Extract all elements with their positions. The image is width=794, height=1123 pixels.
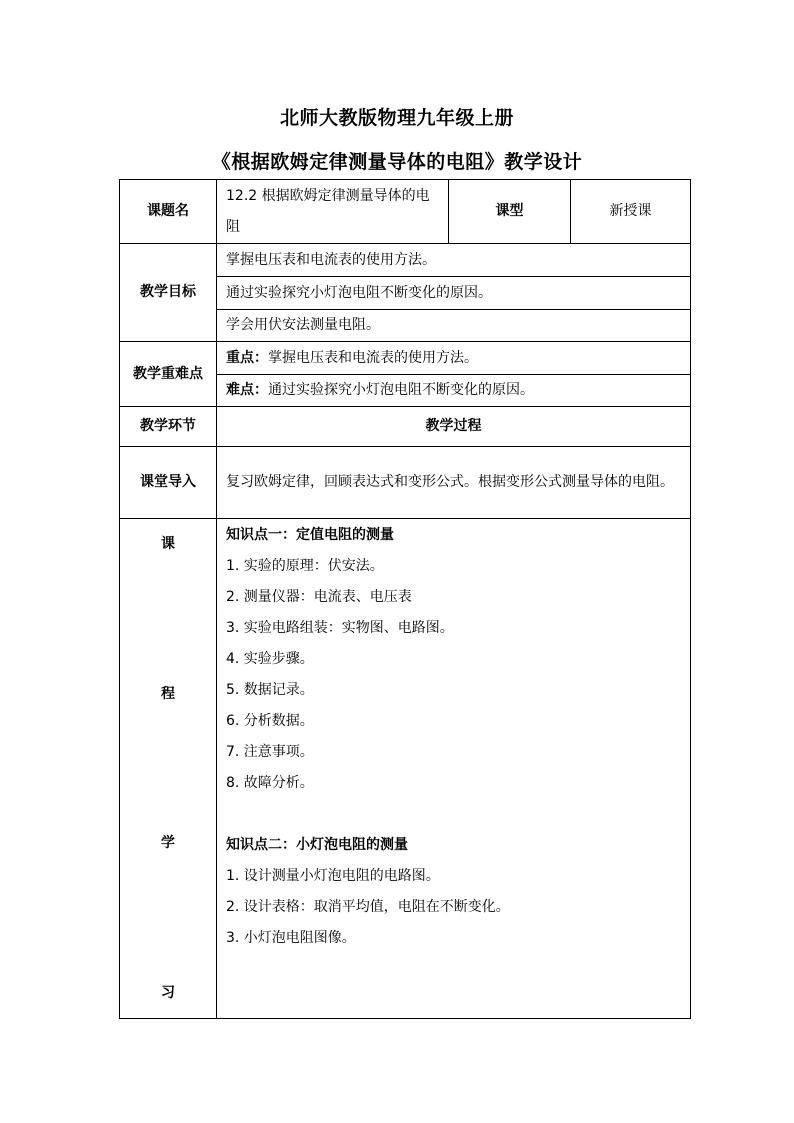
learning-content [217,519,691,1019]
goal-item: 掌握电压表和电流表的使用方法。 [217,244,691,277]
section2-item: 2. 设计表格：取消平均值，电阻在不断变化。 [226,899,510,915]
difficulty-text: 通过实验探究小灯泡电阻不断变化的原因。 [268,382,534,398]
focus-row [120,342,691,375]
learning-char: 学 [161,835,175,852]
section2-item: 3. 小灯泡电阻图像。 [226,930,356,946]
spacer [226,799,681,830]
key-point-text: 掌握电压表和电流表的使用方法。 [268,349,478,366]
topic-label: 课题名 [120,180,217,244]
document-subtitle: 《根据欧姆定律测量导体的电阻》教学设计 [211,151,583,173]
difficulty-prefix: 难点： [226,382,268,398]
goal-item: 学会用伏安法测量电阻。 [217,310,691,342]
goals-label: 教学目标 [120,244,217,342]
process-label: 教学过程 [217,407,691,447]
learning-label [120,519,217,1019]
learning-char: 习 [161,984,175,1001]
learning-row [120,519,691,1019]
learning-char: 程 [161,685,175,702]
intro-row [120,447,691,519]
goal-item: 通过实验探究小灯泡电阻不断变化的原因。 [217,277,691,310]
section2-title: 知识点二：小灯泡电阻的测量 [226,837,408,853]
section1-item: 5. 数据记录。 [226,682,314,698]
stage-label: 教学环节 [120,407,217,447]
type-label: 课型 [449,180,571,244]
type-value: 新授课 [571,180,691,244]
lesson-plan-table [119,179,691,1019]
section2-item: 1. 设计测量小灯泡电阻的电路图。 [226,868,440,884]
section1-title: 知识点一：定值电阻的测量 [226,527,394,543]
goals-row [120,244,691,277]
difficulty [217,375,691,407]
section1-item: 6. 分析数据。 [226,713,314,729]
topic-value: 12.2 根据欧姆定律测量导体的电阻 [217,180,449,244]
section1-item: 3. 实验电路组装：实物图、电路图。 [226,620,454,636]
header-row [120,407,691,447]
intro-label: 课堂导入 [120,447,217,519]
section1-item: 4. 实验步骤。 [226,651,314,667]
topic-row [120,180,691,244]
key-point-prefix: 重点： [226,349,268,366]
section1-item: 8. 故障分析。 [226,775,314,791]
section1-item: 2. 测量仪器：电流表、电压表 [226,589,412,605]
section1-item: 7. 注意事项。 [226,744,314,760]
focus-label: 教学重难点 [120,342,217,407]
key-point [217,342,691,375]
document-title: 北师大教版物理九年级上册 [279,107,514,129]
section1-item: 1. 实验的原理：伏安法。 [226,558,384,574]
intro-text: 复习欧姆定律，回顾表达式和变形公式。根据变形公式测量导体的电阻。 [217,447,691,519]
learning-char: 课 [161,536,175,552]
